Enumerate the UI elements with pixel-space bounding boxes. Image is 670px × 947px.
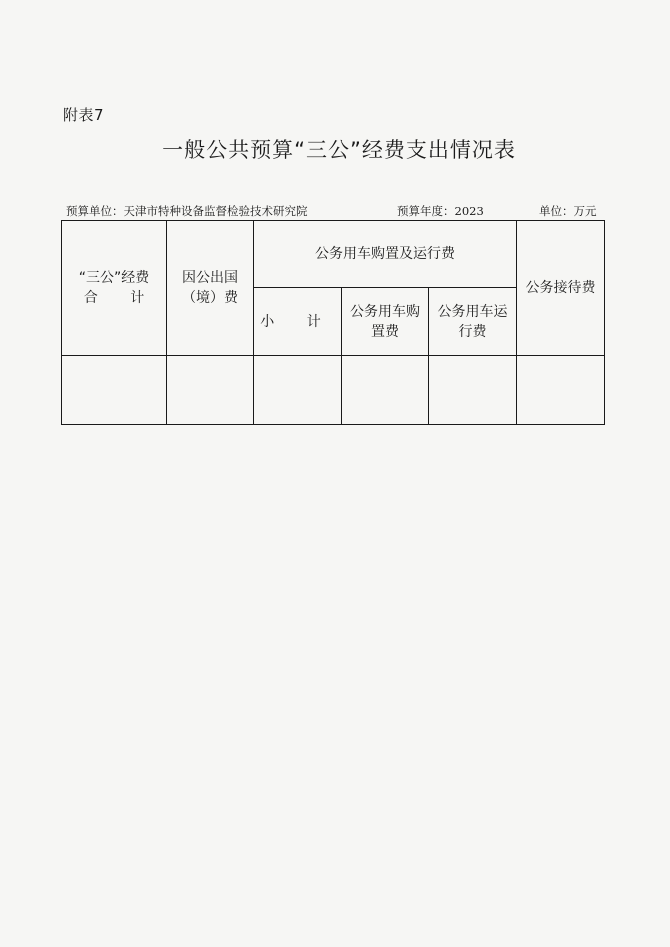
three-public-expenses-table — [61, 220, 605, 425]
header-row-1 — [62, 221, 605, 288]
attachment-label: 附表7 — [63, 106, 105, 124]
value-vehicle-operation — [429, 356, 517, 425]
header-reception: 公务接待费 — [517, 221, 605, 356]
budget-year: 预算年度：2023 — [397, 204, 484, 218]
header-vehicle-group: 公务用车购置及运行费 — [254, 221, 517, 288]
header-total-line2: 合 计 — [83, 290, 159, 306]
value-abroad — [167, 356, 254, 425]
header-total — [62, 221, 167, 356]
header-abroad-line2: （境）费 — [182, 290, 238, 306]
header-vehicle-operation — [429, 288, 517, 356]
money-unit: 单位：万元 — [539, 204, 597, 218]
header-vehicle-operation-line1: 公务用车运 — [437, 303, 508, 320]
header-subtotal: 小 计 — [254, 288, 342, 356]
budget-unit: 预算单位：天津市特种设备监督检验技术研究院 — [66, 204, 308, 218]
value-vehicle-purchase — [342, 356, 429, 425]
data-row — [62, 356, 605, 425]
value-subtotal — [254, 356, 342, 425]
value-reception — [517, 356, 605, 425]
page-title: 一般公共预算“三公”经费支出情况表 — [162, 138, 516, 162]
header-abroad-line1: 因公出国 — [182, 270, 238, 286]
value-total — [62, 356, 167, 425]
header-total-line1: “三公”经费 — [78, 270, 150, 286]
header-vehicle-purchase-line2: 置费 — [371, 323, 399, 340]
header-abroad — [167, 221, 254, 356]
header-vehicle-purchase — [342, 288, 429, 356]
header-vehicle-purchase-line1: 公务用车购 — [350, 303, 420, 320]
header-vehicle-operation-line2: 行费 — [458, 323, 487, 340]
